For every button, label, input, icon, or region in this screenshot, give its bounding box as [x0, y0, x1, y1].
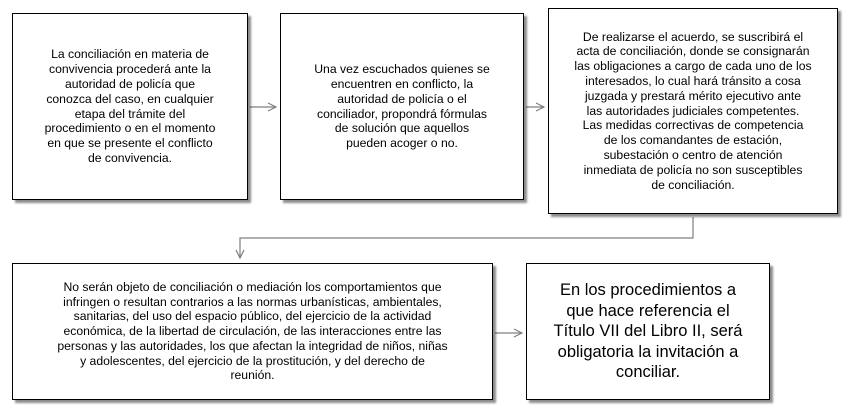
step-box-conciliation-scope: [12, 13, 248, 200]
step-box-conciliation-agreement: [548, 8, 838, 214]
arrow-step3-to-step4: [240, 217, 693, 258]
step-text: En los procedimientos a que hace referencia el Título VII del Libro II, será obligatoria la invitación a conciliar.: [553, 281, 743, 382]
step-box-mandatory-invitation: [526, 263, 770, 400]
step-text: Una vez escuchados quienes se encuentren en conflicto, la autoridad de policía o el conciliador, propondrá fórmulas de solución que aquellos pueden acoger o no.: [314, 62, 490, 151]
step-text: De realizarse el acuerdo, se suscribirá el acta de conciliación, donde se consignarán las obligaciones a cargo de cada uno de los interesados, lo cual hará tránsito a cosa juzgada y prestará mérito ejecutivo ante las autoridades judiciales competentes. Las medidas correctivas de competencia de los comandantes de estación, subestación o centro de atención inmediata de policía no son susceptibles de conciliación.: [574, 29, 812, 192]
step-text: No serán objeto de conciliación o mediación los comportamientos que infringen o resultan contrarios a las normas urbanísticas, ambientales, sanitarias, del uso del espacio público, del ejercicio de la actividad económica, de la libertad de circulación, de las interacciones entre las personas y las autoridades, los que afectan la integridad de niños, niñas y adolescentes, del ejercicio de la prostitución, y del derecho de reunión.: [57, 279, 448, 383]
step-text: La conciliación en materia de convivencia procederá ante la autoridad de policía que conozca del caso, en cualquier etapa del trámite del procedimiento o en el momento en que se presente el conflicto de convivencia.: [44, 47, 216, 165]
step-box-solution-proposal: [280, 13, 524, 200]
step-box-excluded-behaviors: [12, 263, 493, 400]
